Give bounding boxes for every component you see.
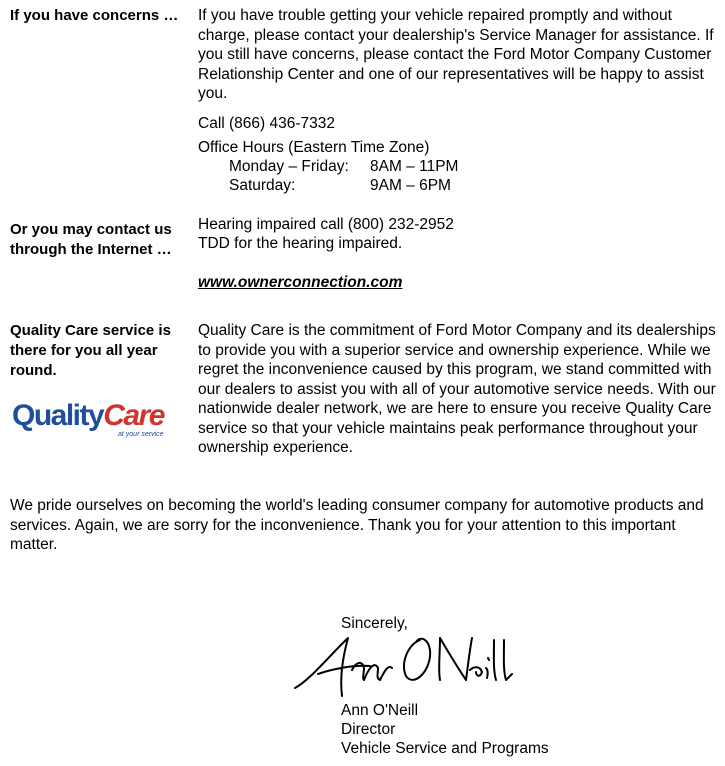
quality-care-paragraph: Quality Care is the commitment of Ford Motor Company and its dealerships to provide you with a superior service and ownership experience. While we regret the inconvenience caused by this program, we stand committed with our dealers to assist you with all of your automotive service needs. With our nationwide dealer network, we are here to ensure you receive Quality Care service so that your vehicle maintains peak performance throughout your ownership experience.: [198, 322, 716, 456]
closing-paragraph: We pride ourselves on becoming the world's leading consumer company for automotive products and services. Again, we are sorry for the inconvenience. Thank you for your attention to this important matter.: [10, 497, 704, 553]
hours-time: 8AM – 11PM: [370, 158, 459, 175]
hours-row: [229, 157, 458, 176]
handwritten-signature: [290, 630, 520, 702]
logo-tagline: at your service: [118, 431, 164, 438]
salutation: Sincerely,: [341, 615, 408, 632]
tdd-line: TDD for the hearing impaired.: [198, 235, 403, 252]
office-hours-title: Office Hours (Eastern Time Zone): [198, 139, 430, 156]
signer-title: Director: [341, 721, 396, 738]
hours-time: 9AM – 6PM: [370, 177, 451, 194]
heading-internet: Or you may contact us through the Internet …: [10, 221, 172, 258]
ownerconnection-link[interactable]: www.ownerconnection.com: [198, 274, 403, 291]
hours-row: [229, 176, 458, 195]
concerns-paragraph: If you have trouble getting your vehicle repaired promptly and without charge, please contact your dealership's Service Manager for assistance. If you still have concerns, please contact the Ford Motor Company Customer Relationship Center and one of our representatives will be happy to assist you.: [198, 7, 714, 102]
heading-concerns: If you have concerns …: [10, 7, 179, 24]
quality-care-logo: [12, 400, 182, 444]
hearing-impaired-phone: Hearing impaired call (800) 232-2952: [198, 216, 454, 233]
heading-quality-care: Quality Care service is there for you all year round.: [10, 322, 171, 379]
office-hours-table: [229, 157, 458, 195]
signer-name: Ann O'Neill: [341, 702, 419, 719]
hours-day: Monday – Friday:: [229, 158, 349, 175]
logo-care-text: Care: [103, 399, 164, 432]
logo-quality-text: Quality: [12, 399, 104, 432]
hours-day: Saturday:: [229, 177, 296, 194]
signer-department: Vehicle Service and Programs: [341, 740, 549, 757]
phone-number: Call (866) 436-7332: [198, 115, 336, 132]
